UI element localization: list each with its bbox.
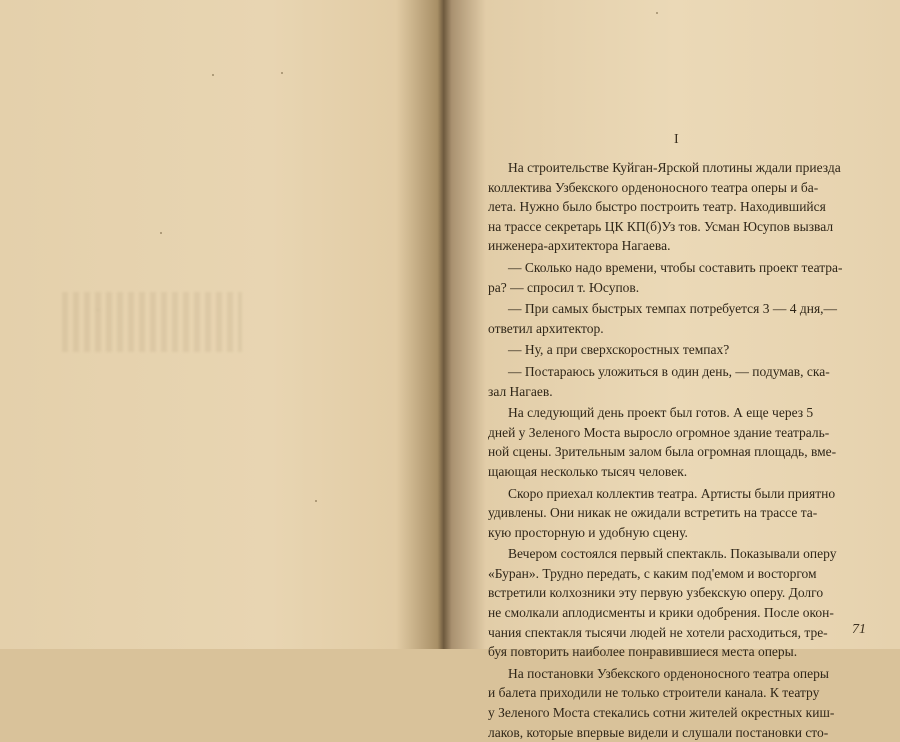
- paper-speck: [656, 12, 658, 14]
- text-line: инженера-архитектора Нагаева.: [488, 238, 671, 254]
- text-line: кую просторную и удобную сцену.: [488, 524, 688, 540]
- chapter-number: I: [674, 132, 679, 147]
- text-line: буя повторить наиболее понравившиеся места оперы.: [488, 644, 798, 660]
- text-line: ответил архитектор.: [488, 320, 604, 336]
- text-line: «Буран». Трудно передать, с каким под'емом и восторгом: [488, 565, 817, 581]
- paragraph: [488, 158, 886, 256]
- text-line: на трассе секретарь ЦК КП(б)Уз тов. Усман Юсупов вызвал: [488, 218, 834, 234]
- text-line: ной сцены. Зрительным залом была огромная площадь, вме-: [488, 444, 837, 460]
- paragraph: [488, 258, 886, 297]
- text-line: удивлены. Они никак не ожидали встретить на трассе та-: [488, 505, 818, 521]
- paper-speck: [212, 74, 214, 76]
- right-page: [446, 0, 900, 740]
- text-line: лаков, которые впервые видели и слушали постановки сто-: [488, 724, 829, 740]
- paragraph: [488, 664, 886, 742]
- paragraph: [488, 484, 886, 543]
- paragraph: [488, 340, 886, 360]
- paper-speck: [315, 500, 317, 502]
- text-line: — При самых быстрых темпах потребуется 3 — 4 дня,—: [508, 301, 838, 317]
- text-line: — Постараюсь уложиться в один день, — подумав, ска-: [508, 363, 830, 379]
- text-line: — Сколько надо времени, чтобы составить проект театра-: [508, 259, 843, 275]
- text-line: Вечером состоялся первый спектакль. Показывали оперу: [508, 546, 837, 562]
- text-line: у Зеленого Моста стекались сотни жителей окрестных киш-: [488, 705, 835, 721]
- paragraph: [488, 299, 886, 338]
- paragraph: [488, 362, 886, 401]
- text-line: не смолкали аплодисменты и крики одобрения. После окон-: [488, 605, 834, 621]
- text-line: лета. Нужно было быстро построить театр. Находившийся: [488, 199, 826, 215]
- text-line: ра? — спросил т. Юсупов.: [488, 279, 640, 295]
- text-line: зал Нагаев.: [488, 383, 553, 399]
- paragraph: [488, 403, 886, 481]
- text-line: На постановки Узбекского орденоносного театра оперы: [508, 665, 829, 681]
- text-line: и балета приходили не только строители канала. К театру: [488, 685, 820, 701]
- text-line: На строительстве Куйган-Ярской плотины ждали приезда: [508, 160, 841, 175]
- left-page: [0, 0, 440, 649]
- text-line: На следующий день проект был готов. А еще через 5: [508, 405, 814, 421]
- body-text: [488, 158, 886, 742]
- text-line: коллектива Узбекского орденоносного театра оперы и ба-: [488, 179, 819, 195]
- text-line: чания спектакля тысячи людей не хотели расходиться, тре-: [488, 624, 828, 640]
- text-line: встретили колхозники эту первую узбекскую оперу. Долго: [488, 585, 824, 601]
- page-number: 71: [852, 622, 866, 637]
- bleed-through-marks: [62, 292, 242, 352]
- paper-speck: [281, 72, 283, 74]
- text-line: Скоро приехал коллектив театра. Артисты были приятно: [508, 485, 836, 501]
- text-line: щающая несколько тысяч человек.: [488, 463, 688, 479]
- text-line: — Ну, а при сверхскоростных темпах?: [508, 342, 730, 358]
- paper-speck: [160, 232, 162, 234]
- paragraph: [488, 544, 886, 662]
- text-line: дней у Зеленого Моста выросло огромное здание театраль-: [488, 424, 830, 440]
